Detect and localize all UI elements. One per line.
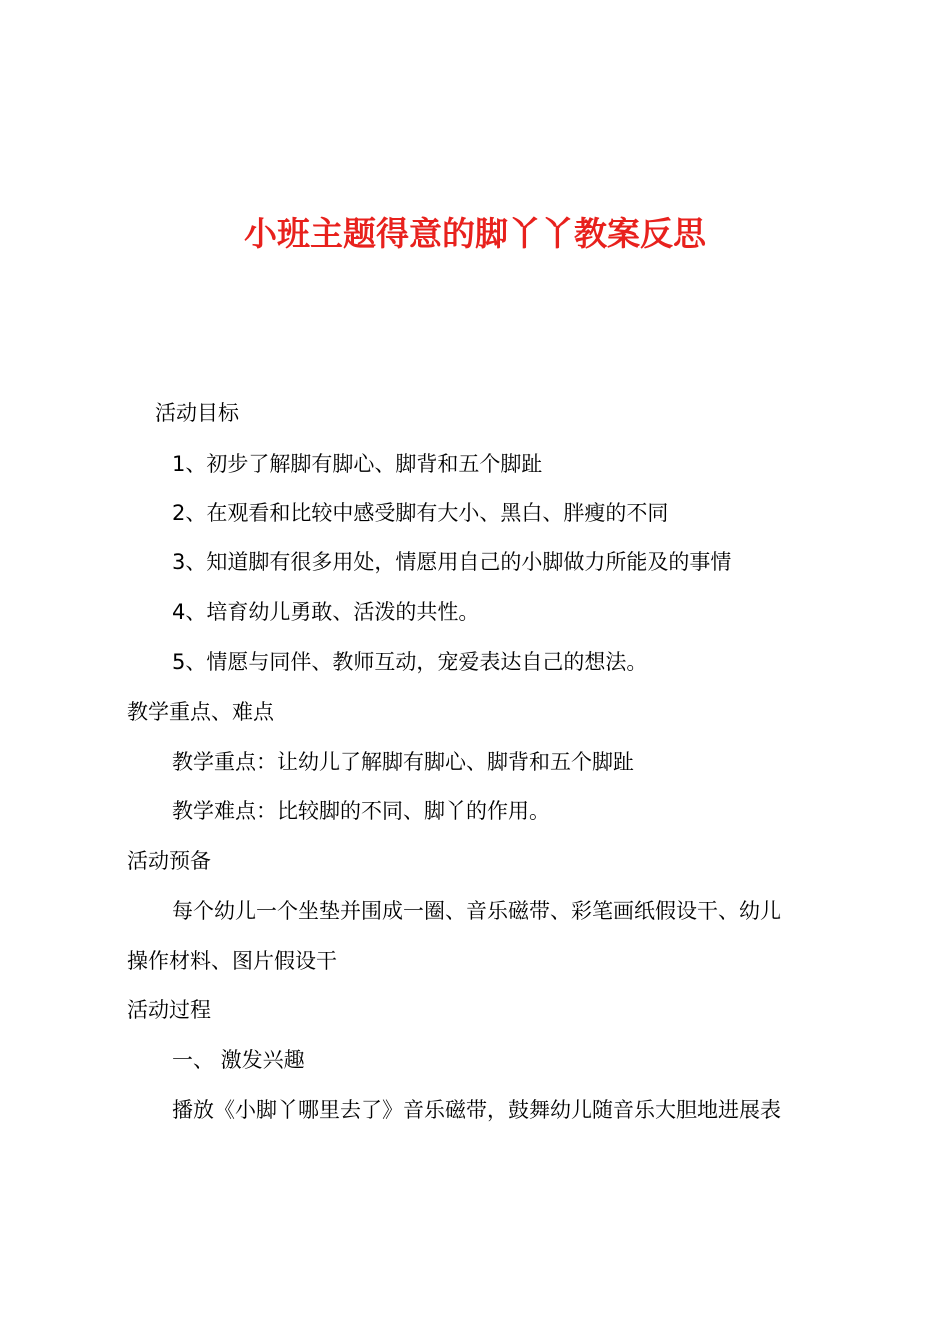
preparation-text-line-2: 操作材料、图片假设干 (127, 949, 337, 973)
goal-item-5: 5、情愿与同伴、教师互动，宠爱表达自己的想法。 (172, 650, 648, 674)
difficulty-text: 教学难点：比较脚的不同、脚丫的作用。 (172, 799, 550, 823)
section-heading-key-points: 教学重点、难点 (127, 700, 274, 724)
document-title: 小班主题得意的脚丫丫教案反思 (244, 214, 706, 253)
section-heading-process: 活动过程 (127, 998, 211, 1022)
section-heading-preparation: 活动预备 (127, 849, 211, 873)
key-point-text: 教学重点：让幼儿了解脚有脚心、脚背和五个脚趾 (172, 750, 634, 774)
goal-item-2: 2、在观看和比较中感受脚有大小、黑白、胖瘦的不同 (172, 501, 669, 525)
preparation-text-line-1: 每个幼儿一个坐垫并围成一圈、音乐磁带、彩笔画纸假设干、幼儿 (172, 899, 781, 923)
process-step-heading: 一、 激发兴趣 (172, 1048, 305, 1072)
section-heading-activity-goals: 活动目标 (155, 401, 239, 425)
process-step-text: 播放《小脚丫哪里去了》音乐磁带，鼓舞幼儿随音乐大胆地进展表 (172, 1098, 781, 1122)
goal-item-4: 4、培育幼儿勇敢、活泼的共性。 (172, 600, 480, 624)
goal-item-3: 3、知道脚有很多用处，情愿用自己的小脚做力所能及的事情 (172, 550, 732, 574)
goal-item-1: 1、初步了解脚有脚心、脚背和五个脚趾 (172, 452, 543, 476)
